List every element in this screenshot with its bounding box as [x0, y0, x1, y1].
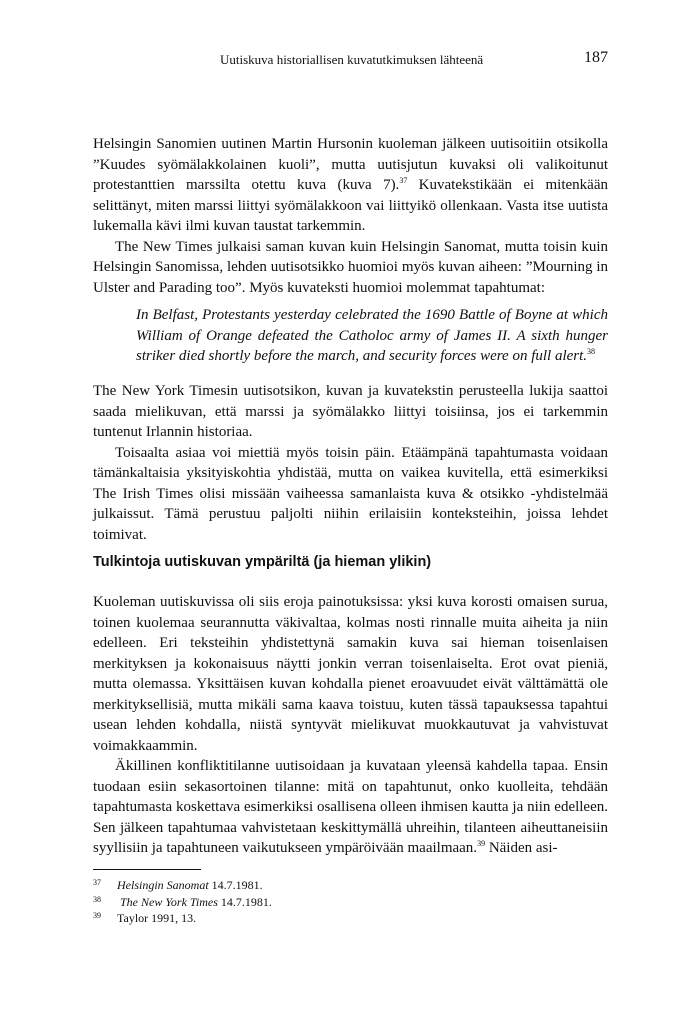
body-text-section-1-continued	[93, 381, 608, 545]
footnote-number: 39	[93, 911, 101, 920]
quote-text: In Belfast, Protestants yesterday celebrated the 1690 Battle of Boyne at which William of Orange defeated the Catholoc army of James II. A sixth hunger striker died shortly before the march, and security forces were on full alert.	[136, 307, 608, 364]
paragraph-6-text-a: Äkillinen konfliktitilanne uutisoidaan ja kuvataan yleensä kahdella tapaa. Ensin tuodaan esiin sekasortoinen tilanne: mitä on tapahtunut, onko kuolleita, tehdään tapahtumasta koskettava esimerkiksi osallisena olleen ihmisen kautta ja niin edelleen. Sen jälkeen tapahtumaa vahvistetaan keskittymällä uhreihin, tilanteen aiheuttaneisiin syyllisiin ja tapahtuneen vaikutukseen ympäröivään maailmaan.	[93, 758, 608, 856]
paragraph-6-text-b: Näiden asi-	[485, 840, 558, 856]
footnote-number: 37	[93, 878, 101, 887]
footnote-ref-39[interactable]: 39	[477, 839, 486, 848]
page-number: 187	[584, 49, 608, 66]
body-text-section-2	[93, 592, 608, 859]
footnote-detail: Taylor 1991, 13.	[117, 911, 197, 925]
footnote-source: Helsingin Sanomat	[117, 878, 209, 892]
body-text-section-1	[93, 134, 608, 298]
paragraph-1	[93, 134, 608, 237]
footnote-detail: 14.7.1981.	[208, 878, 263, 892]
footnotes	[93, 877, 608, 927]
section-heading: Tulkintoja uutiskuvan ympäriltä (ja hieman ylikin)	[93, 554, 432, 570]
footnote-ref-38[interactable]: 38	[587, 347, 596, 356]
footnote-37	[93, 877, 608, 894]
footnote-separator	[93, 869, 201, 870]
running-title: Uutiskuva historiallisen kuvatutkimuksen lähteenä	[220, 52, 484, 67]
paragraph-1-text-b: Kuvatekstikään ei mitenkään selittänyt, miten marssi liittyi syömälakkoon vai liittyikö ollenkaan. Vasta itse uutista lukemalla kävi ilmi kuvan taustat tarkemmin.	[93, 177, 608, 234]
paragraph-4: Toisaalta asiaa voi miettiä myös toisin päin. Etäämpänä tapahtumasta voidaan tämänkaltaisia yksityiskohtia yhdistää, mutta on vaikea kuvitella, että esimerkiksi The Irish Times olisi missään vaiheessa samanlaista kuva & otsikko -yhdistelmää julkaissut. Tämä perustuu paljolti niihin erilaisiin konteksteihin, joissa lehdet toimivat.	[93, 444, 608, 543]
paragraph-3: The New York Timesin uutisotsikon, kuvan ja kuvatekstin perusteella lukija saattoi saada mielikuvan, että marssi ja syömälakko liittyi toisiinsa, jos ei tarkemmin tuntenut Irlannin historiaa.	[93, 383, 608, 440]
footnote-ref-37[interactable]: 37	[399, 176, 408, 185]
footnote-38	[93, 894, 608, 911]
footnote-number: 38	[93, 894, 101, 904]
paragraph-1-text-a: Helsingin Sanomien uutinen Martin Hursonin kuoleman jälkeen uutisoitiin otsikolla ”Kuudes syömälakkolainen kuoli”, mutta uutisjutun kuvaksi oli valikoitunut protestanttien marssilta otettu kuva (kuva 7).	[93, 136, 608, 193]
block-quote	[136, 305, 608, 367]
paragraph-2: The New Times julkaisi saman kuvan kuin Helsingin Sanomat, mutta toisin kuin Helsingin Sanomissa, lehden uutisotsikko huomioi myös kuvan aiheen: ”Mourning in Ulster and Parading too”. Myös kuvateksti huomioi molemmat tapahtumat:	[93, 238, 608, 296]
footnote-39	[93, 910, 608, 927]
footnote-detail: 14.7.1981.	[217, 894, 272, 909]
paragraph-5: Kuoleman uutiskuvissa oli siis eroja painotuksissa: yksi kuva korosti omaisen surua, toinen kuolemaa seurannutta väkivaltaa, kolmas nosti rinnalle muita aiheita ja niin edelleen. Eri teksteihin yhdistettynä samakin kuva sai hieman toisenlaisen merkityksen ja kokonaisuus näytti jonkin verran toisenlaiselta. Erot ovat pieniä, mutta olemassa. Yksittäisen kuvan kohdalla pienet eroavuudet eivät välttämättä ole merkityksellisiä, mutta mikäli sama kaava toistuu, kuten tässä tapauksessa tapahtui usean lehden kohdalla, niistä syntyvät mielikuvat muokkautuvat ja vahvistuvat voimakkaammin.	[93, 594, 608, 754]
footnote-source: The New York Times	[117, 894, 218, 909]
paragraph-6	[93, 756, 608, 859]
